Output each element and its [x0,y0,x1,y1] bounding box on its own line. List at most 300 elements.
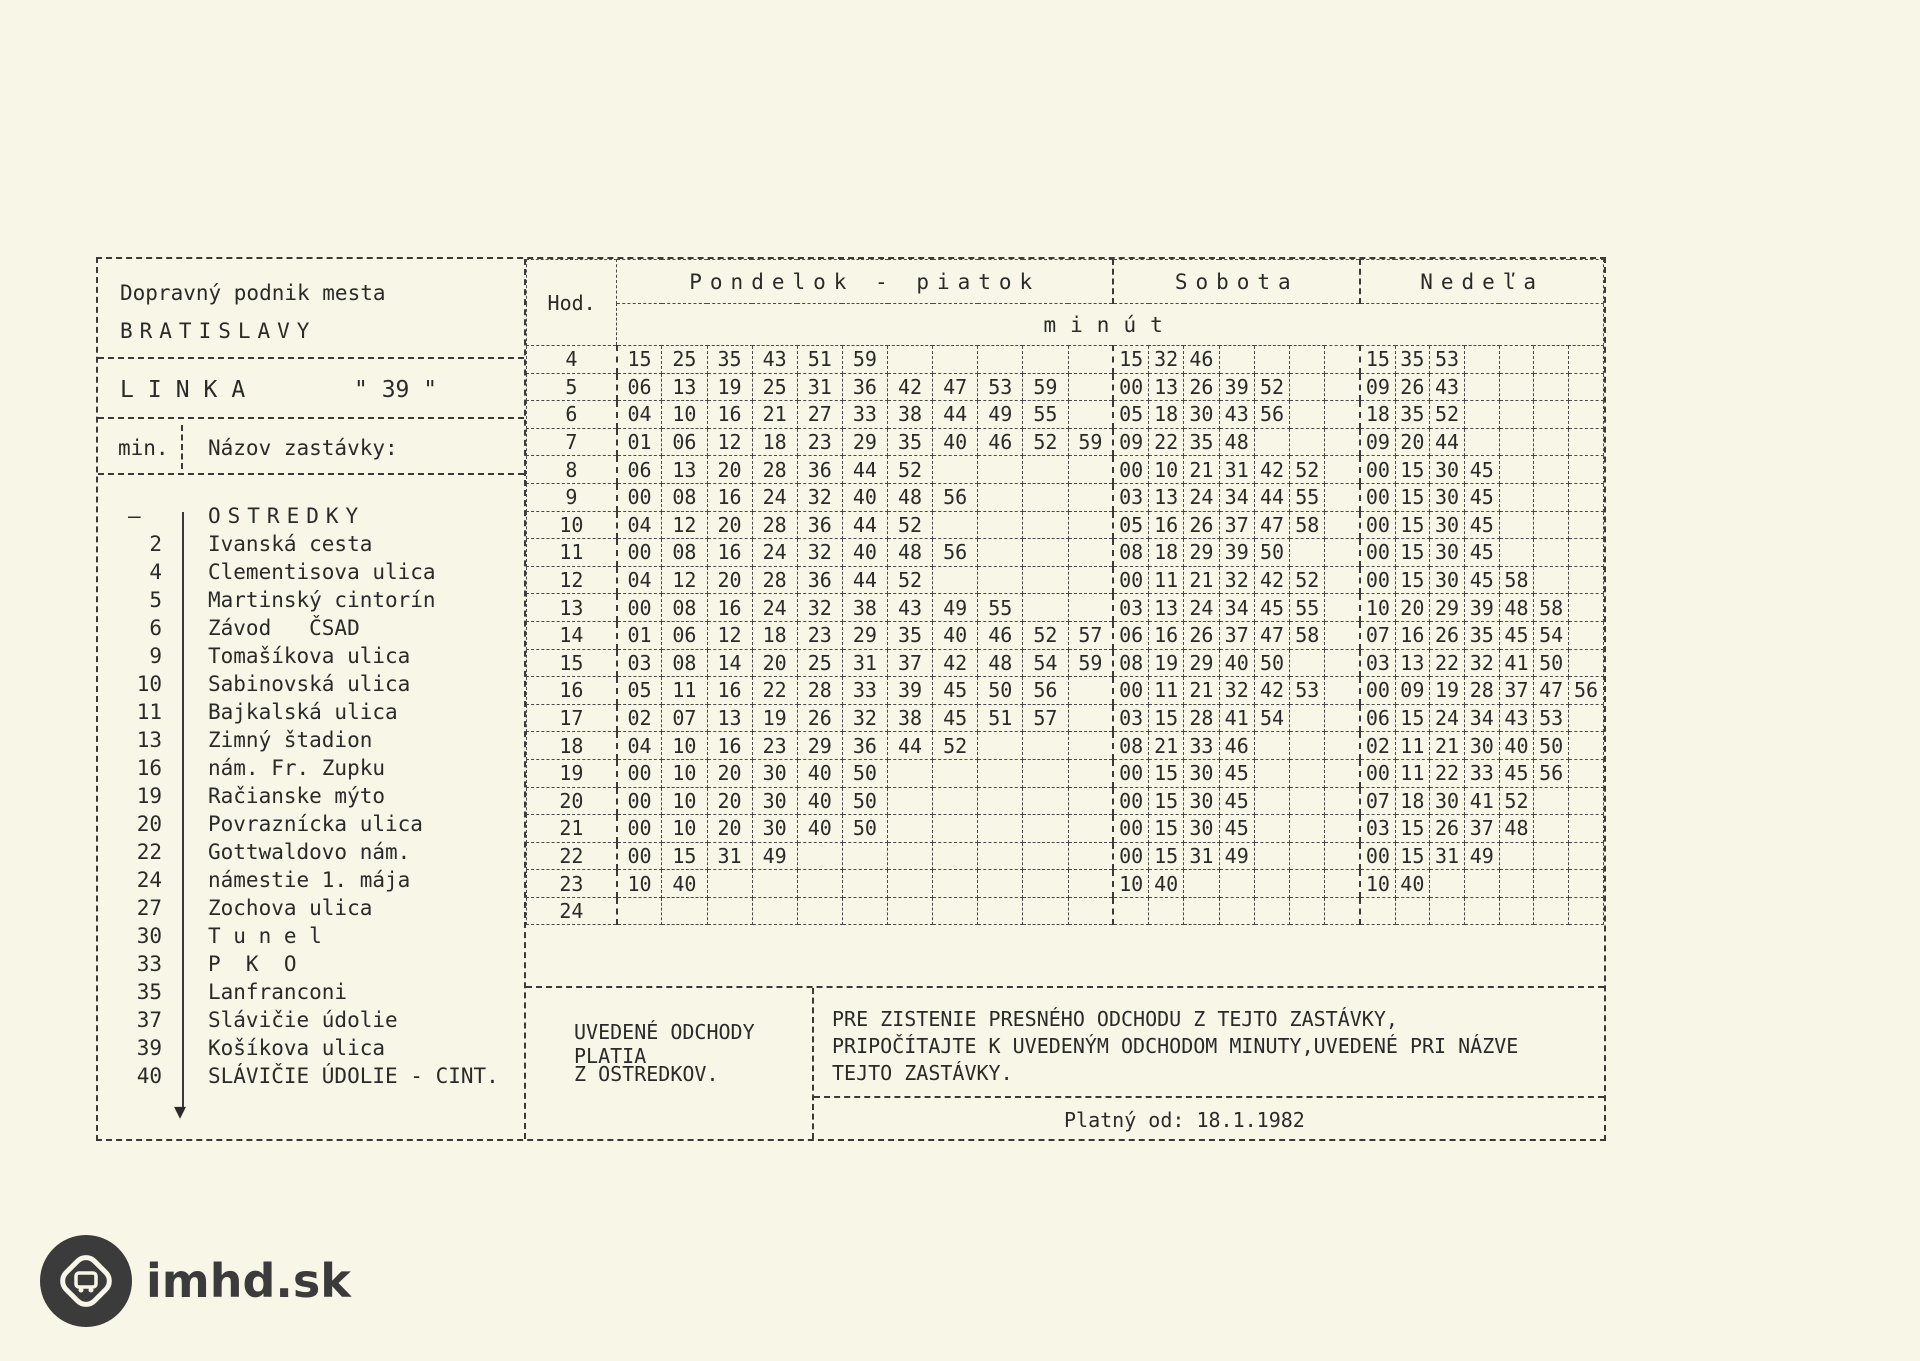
sunday-minute: 30 [1464,732,1499,760]
sunday-minute: 45 [1499,621,1534,649]
weekday-minute: 06 [662,428,707,456]
sunday-minute: 32 [1464,649,1499,677]
saturday-minute [1254,815,1289,843]
saturday-minute: 46 [1184,346,1219,374]
sunday-minute [1464,346,1499,374]
saturday-minute: 03 [1113,483,1148,511]
weekday-minute: 00 [617,815,662,843]
weekday-minute: 00 [617,594,662,622]
saturday-minute [1290,815,1325,843]
weekday-minute [1068,456,1113,484]
line-number: " 39 " [354,377,438,403]
saturday-minute [1325,511,1360,539]
saturday-minute [1290,346,1325,374]
stop-minutes: 35 [136,980,162,1004]
arrow-down-icon: ▼ [174,1099,187,1123]
sunday-minute [1360,897,1395,925]
weekday-minute: 25 [662,346,707,374]
weekday-minute: 24 [752,483,797,511]
sunday-minute: 39 [1464,594,1499,622]
weekday-minute: 59 [1068,428,1113,456]
weekday-minute [1023,483,1068,511]
saturday-minute: 00 [1113,815,1148,843]
hour-row [527,842,1604,870]
weekday-minute [933,566,978,594]
weekday-minute [1068,704,1113,732]
saturday-minute: 40 [1149,870,1184,898]
hour-row [527,815,1604,843]
sunday-minute: 03 [1360,815,1395,843]
saturday-minute: 58 [1290,621,1325,649]
hour-header: Hod. [527,260,617,346]
weekday-minute: 40 [797,815,842,843]
brand-name: imhd.sk [146,1254,351,1308]
stops-list [98,504,524,1092]
saturday-minute: 31 [1184,842,1219,870]
saturday-minute: 00 [1113,842,1148,870]
sunday-minute [1534,815,1569,843]
weekday-minute [1023,815,1068,843]
weekday-minute: 04 [617,401,662,429]
stop-minutes: 24 [136,868,162,892]
saturday-minute: 13 [1149,483,1184,511]
saturday-minute [1219,870,1254,898]
hour-row [527,566,1604,594]
saturday-minute: 34 [1219,483,1254,511]
sunday-minute: 26 [1395,373,1430,401]
weekday-minute [1023,594,1068,622]
weekday-minute: 15 [662,842,707,870]
sunday-minute [1499,842,1534,870]
weekday-minute: 45 [933,704,978,732]
weekday-minute: 46 [978,428,1023,456]
weekday-minute: 40 [842,539,887,567]
weekday-minute [1068,594,1113,622]
stop-row [98,672,524,700]
weekday-minute: 03 [617,649,662,677]
stop-name: Tomašíkova ulica [208,644,411,668]
weekday-minute: 13 [662,456,707,484]
stop-minutes: 13 [136,728,162,752]
weekday-minute [933,897,978,925]
sunday-minute: 00 [1360,677,1395,705]
weekday-minute: 10 [662,732,707,760]
weekday-minute: 00 [617,483,662,511]
weekday-minute: 10 [662,759,707,787]
saturday-minute: 54 [1254,704,1289,732]
start-marker-icon: – [128,504,141,528]
weekday-minute [797,870,842,898]
weekday-minute [978,842,1023,870]
weekday-minute [1068,401,1113,429]
saturday-minute: 32 [1149,346,1184,374]
weekday-minute: 40 [933,621,978,649]
hour-row [527,759,1604,787]
weekday-minute: 35 [888,428,933,456]
saturday-minute: 03 [1113,594,1148,622]
saturday-minute [1290,428,1325,456]
weekday-minute: 31 [707,842,752,870]
stop-row [98,896,524,924]
saturday-minute: 15 [1149,704,1184,732]
hour-row [527,649,1604,677]
hour-cell: 7 [527,428,617,456]
weekday-minute: 36 [797,456,842,484]
weekday-minute: 50 [842,759,887,787]
weekday-minute: 50 [978,677,1023,705]
weekday-minute: 52 [888,456,933,484]
weekday-minute: 44 [842,511,887,539]
hour-row [527,787,1604,815]
sunday-minute [1534,483,1569,511]
weekday-minute: 56 [933,483,978,511]
saturday-minute: 58 [1290,511,1325,539]
sunday-minute: 45 [1464,566,1499,594]
sunday-minute: 00 [1360,456,1395,484]
weekday-minute: 12 [707,428,752,456]
saturday-minute: 21 [1184,677,1219,705]
sunday-header: Nedeľa [1360,260,1603,304]
stops-panel [98,259,526,1139]
hour-row [527,346,1604,374]
saturday-minute: 29 [1184,539,1219,567]
weekday-minute: 20 [707,511,752,539]
hour-row [527,677,1604,705]
saturday-minute: 15 [1149,759,1184,787]
sunday-minute: 41 [1464,787,1499,815]
stop-name: nám. Fr. Zupku [208,756,386,780]
sunday-minute [1534,897,1569,925]
weekday-minute: 40 [662,870,707,898]
saturday-minute [1254,787,1289,815]
weekday-minute: 55 [1023,401,1068,429]
sunday-minute: 06 [1360,704,1395,732]
departures-table [526,259,1604,986]
stop-name: Clementisova ulica [208,560,436,584]
hour-row [527,428,1604,456]
sunday-minute: 43 [1430,373,1465,401]
stop-row [98,1036,524,1064]
sunday-minute: 15 [1395,539,1430,567]
saturday-minute [1325,815,1360,843]
sunday-minute: 10 [1360,870,1395,898]
saturday-minute [1254,842,1289,870]
sunday-minute [1569,401,1604,429]
stop-name: Gottwaldovo nám. [208,840,411,864]
weekday-minute: 43 [752,346,797,374]
weekday-minute: 06 [617,456,662,484]
sunday-minute: 21 [1430,732,1465,760]
weekday-minute: 20 [707,815,752,843]
hour-row [527,704,1604,732]
saturday-minute: 32 [1219,677,1254,705]
sunday-minute [1499,428,1534,456]
stop-name: OSTREDKY [208,504,366,528]
saturday-minute [1325,759,1360,787]
stop-name-column-header: Názov zastávky: [208,436,398,460]
saturday-minute: 30 [1184,787,1219,815]
saturday-minute: 48 [1219,428,1254,456]
stop-row [98,784,524,812]
saturday-minute [1325,649,1360,677]
weekday-minute [978,566,1023,594]
weekday-minute: 40 [797,787,842,815]
saturday-minute [1290,759,1325,787]
weekday-minute [752,870,797,898]
weekday-minute [1023,566,1068,594]
saturday-minute: 05 [1113,401,1148,429]
saturday-minute: 56 [1254,401,1289,429]
saturday-minute: 31 [1219,456,1254,484]
saturday-minute [1290,870,1325,898]
sunday-minute [1395,897,1430,925]
weekday-minute [978,897,1023,925]
sunday-minute: 02 [1360,732,1395,760]
sunday-minute [1569,649,1604,677]
sunday-minute [1499,401,1534,429]
weekday-minute: 11 [662,677,707,705]
weekday-minute [933,456,978,484]
sunday-minute: 54 [1534,621,1569,649]
sunday-minute [1464,428,1499,456]
sunday-minute [1499,483,1534,511]
weekday-minute: 56 [933,539,978,567]
sunday-minute: 56 [1534,759,1569,787]
stop-name: námestie 1. mája [208,868,411,892]
sunday-minute: 30 [1430,483,1465,511]
sunday-minute [1464,870,1499,898]
weekday-minute: 52 [1023,621,1068,649]
saturday-minute: 50 [1254,539,1289,567]
saturday-minute: 08 [1113,539,1148,567]
sunday-minute: 11 [1395,759,1430,787]
hour-cell: 14 [527,621,617,649]
sunday-minute: 15 [1395,456,1430,484]
sunday-minute: 00 [1360,566,1395,594]
sunday-minute [1569,428,1604,456]
weekday-minute: 10 [617,870,662,898]
stop-row [98,812,524,840]
weekday-minute [933,870,978,898]
saturday-minute [1184,897,1219,925]
sunday-minute: 40 [1395,870,1430,898]
weekday-minute [1068,815,1113,843]
sunday-minute [1534,456,1569,484]
sunday-minute [1569,594,1604,622]
sunday-minute [1430,870,1465,898]
weekday-minute [1068,511,1113,539]
sunday-minute [1569,759,1604,787]
weekday-minute: 49 [978,401,1023,429]
saturday-minute: 10 [1149,456,1184,484]
weekday-minute: 30 [752,759,797,787]
saturday-minute: 45 [1219,759,1254,787]
saturday-minute [1290,401,1325,429]
saturday-minute [1113,897,1148,925]
stop-row [98,840,524,868]
sunday-minute [1534,870,1569,898]
weekday-minute: 33 [842,401,887,429]
weekday-minute: 28 [752,566,797,594]
weekday-minute: 48 [888,539,933,567]
weekday-minute [978,511,1023,539]
sunday-minute: 48 [1499,815,1534,843]
stops-header [98,419,524,475]
weekday-minute: 49 [933,594,978,622]
saturday-minute: 26 [1184,373,1219,401]
sunday-minute: 00 [1360,842,1395,870]
saturday-minute [1325,677,1360,705]
sunday-minute [1499,870,1534,898]
saturday-minute: 42 [1254,677,1289,705]
weekday-minute: 32 [797,539,842,567]
saturday-minute [1325,621,1360,649]
weekday-minute: 29 [797,732,842,760]
weekday-minute [933,842,978,870]
hour-cell: 13 [527,594,617,622]
weekday-minute: 25 [752,373,797,401]
hour-row [527,732,1604,760]
hour-row [527,621,1604,649]
weekday-minute: 23 [797,428,842,456]
weekday-minute: 16 [707,483,752,511]
weekday-minute: 36 [797,566,842,594]
saturday-minute: 34 [1219,594,1254,622]
sunday-minute: 00 [1360,539,1395,567]
stop-name: Bajkalská ulica [208,700,398,724]
weekday-minute: 40 [933,428,978,456]
weekday-minute: 00 [617,787,662,815]
saturday-minute: 18 [1149,401,1184,429]
weekday-minute: 33 [842,677,887,705]
hour-cell: 6 [527,401,617,429]
weekday-minute [978,483,1023,511]
sunday-minute: 30 [1430,456,1465,484]
weekday-minute [1068,346,1113,374]
weekday-minute: 22 [752,677,797,705]
weekday-minute [707,897,752,925]
saturday-minute [1290,539,1325,567]
saturday-minute [1325,732,1360,760]
weekday-minute [1068,677,1113,705]
stop-row [98,756,524,784]
hour-cell: 23 [527,870,617,898]
weekday-minute: 28 [752,511,797,539]
sunday-minute [1534,539,1569,567]
sunday-minute: 00 [1360,759,1395,787]
weekday-minute: 53 [978,373,1023,401]
weekday-minute: 04 [617,732,662,760]
weekday-minute: 00 [617,759,662,787]
weekday-minute: 29 [842,428,887,456]
saturday-minute: 32 [1219,566,1254,594]
weekday-minute: 51 [978,704,1023,732]
weekday-minute: 05 [617,677,662,705]
sunday-minute: 15 [1395,704,1430,732]
hour-cell: 17 [527,704,617,732]
weekday-minute: 10 [662,815,707,843]
saturday-minute: 47 [1254,621,1289,649]
weekday-minute: 19 [707,373,752,401]
hour-row [527,594,1604,622]
weekday-minute: 08 [662,649,707,677]
weekday-minute [797,842,842,870]
hour-cell: 12 [527,566,617,594]
stop-name: Slávičie údolie [208,1008,398,1032]
weekday-minute [797,897,842,925]
weekday-header: Pondelok - piatok [617,260,1113,304]
weekday-minute: 52 [888,566,933,594]
weekday-minute [1068,759,1113,787]
sunday-minute: 49 [1464,842,1499,870]
saturday-minute: 16 [1149,511,1184,539]
stop-name: Zochova ulica [208,896,373,920]
weekday-minute: 51 [797,346,842,374]
weekday-minute: 48 [888,483,933,511]
weekday-minute [933,759,978,787]
sunday-minute: 45 [1464,539,1499,567]
saturday-minute [1325,373,1360,401]
saturday-minute [1325,870,1360,898]
saturday-minute: 44 [1254,483,1289,511]
saturday-minute: 19 [1149,649,1184,677]
weekday-minute: 46 [978,621,1023,649]
saturday-minute [1290,649,1325,677]
sunday-minute [1534,373,1569,401]
saturday-minute [1290,732,1325,760]
saturday-minute: 16 [1149,621,1184,649]
sunday-minute: 43 [1499,704,1534,732]
sunday-minute [1534,566,1569,594]
weekday-minute: 16 [707,594,752,622]
saturday-minute: 45 [1219,815,1254,843]
saturday-minute: 26 [1184,511,1219,539]
weekday-minute: 18 [752,428,797,456]
saturday-minute: 09 [1113,428,1148,456]
saturday-minute [1325,704,1360,732]
weekday-minute: 01 [617,621,662,649]
weekday-minute: 06 [662,621,707,649]
saturday-minute: 46 [1219,732,1254,760]
weekday-minute: 00 [617,539,662,567]
weekday-minute [662,897,707,925]
sunday-minute: 28 [1464,677,1499,705]
sunday-minute: 22 [1430,759,1465,787]
weekday-minute [842,870,887,898]
weekday-minute: 07 [662,704,707,732]
sunday-minute: 52 [1499,787,1534,815]
weekday-minute: 16 [707,401,752,429]
weekday-minute: 30 [752,787,797,815]
saturday-minute: 55 [1290,483,1325,511]
weekday-minute [888,346,933,374]
weekday-minute [1068,373,1113,401]
sunday-minute [1534,842,1569,870]
stop-row [98,924,524,952]
saturday-minute: 37 [1219,621,1254,649]
stop-minutes: 6 [149,616,162,640]
sunday-minute: 11 [1395,732,1430,760]
saturday-minute: 21 [1149,732,1184,760]
weekday-minute: 20 [707,456,752,484]
sunday-minute: 40 [1499,732,1534,760]
weekday-minute: 55 [978,594,1023,622]
weekday-minute: 50 [842,815,887,843]
sunday-minute: 13 [1395,649,1430,677]
sunday-minute [1534,787,1569,815]
weekday-minute: 36 [797,511,842,539]
hour-cell: 21 [527,815,617,843]
